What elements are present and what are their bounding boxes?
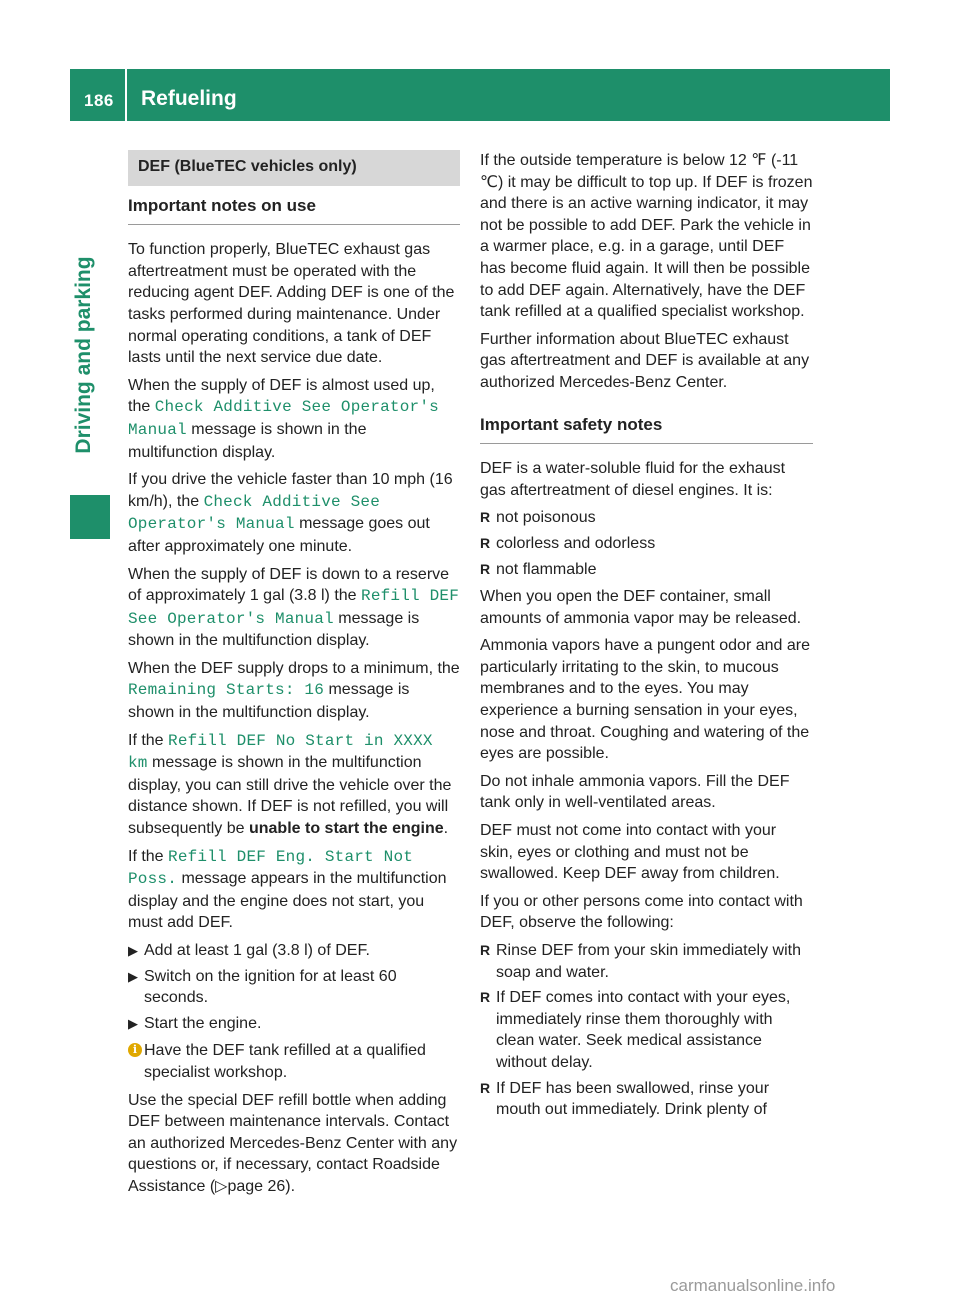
paragraph: DEF must not come into contact with your skin, eyes or clothing and must not be swallowed. Keep DEF away from children.: [480, 822, 780, 883]
paragraph: When you open the DEF container, small amounts of ammonia vapor may be released.: [480, 588, 802, 627]
paragraph: Use the special DEF refill bottle when adding DEF between maintenance intervals. Contact an authorized Mercedes-Benz Center with any questions or, if necessary, contact Roadside Assistance (▷page 26).: [128, 1091, 458, 1195]
section-thumb-tab: [70, 495, 110, 539]
side-section-label: Driving and parking: [72, 256, 95, 454]
page-ref-arrow-icon: ▷: [215, 1177, 228, 1195]
display-message: Check Additive See Operator's Manual: [128, 398, 439, 439]
step-item: ▶ Start the engine.: [128, 1013, 460, 1035]
paragraph: If you or other persons come into contact with DEF, observe the following:: [480, 892, 803, 932]
step-arrow-icon: ▶: [128, 943, 138, 958]
paragraph: If the Refill DEF No Start in XXXX km message is shown in the multifunction display, you can still drive the vehicle over the distance shown. If DEF is not refilled, you will subsequently be unable to start the engine.: [128, 731, 452, 838]
property-list: [480, 507, 813, 580]
bullet-icon: R: [480, 942, 491, 958]
list-item: R Rinse DEF from your skin immediately with soap and water.: [480, 942, 801, 981]
paragraph: When the supply of DEF is almost used up, the Check Additive See Operator's Manual message is shown in the multifunction display.: [128, 376, 439, 461]
list-item: R colorless and odorless: [480, 533, 813, 555]
header-divider: [125, 69, 127, 121]
display-message: Remaining Starts: 16: [128, 681, 325, 700]
list-item: R not poisonous: [480, 507, 813, 529]
bullet-icon: R: [480, 989, 491, 1006]
right-column: [480, 150, 813, 1127]
step-item: ▶ Switch on the ignition for at least 60 seconds.: [128, 967, 397, 1007]
step-list: [128, 940, 460, 1034]
step-item: ▶ Add at least 1 gal (3.8 l) of DEF.: [128, 940, 460, 962]
info-note: i Have the DEF tank refilled at a qualified specialist workshop.: [128, 1040, 460, 1083]
paragraph: If you drive the vehicle faster than 10 mph (16 km/h), the Check Additive See Operator's Manual message goes out after approximately one minute.: [128, 471, 453, 555]
first-aid-list: [480, 940, 813, 1121]
bullet-icon: R: [480, 560, 491, 577]
display-message: Refill DEF Eng. Start Not Poss.: [128, 847, 414, 889]
left-column: [128, 150, 460, 1204]
bullet-icon: R: [480, 534, 491, 551]
page-number: 186: [84, 91, 114, 110]
watermark: carmanualsonline.info: [670, 1276, 836, 1295]
paragraph: If the outside temperature is below 12 ℉ (-11 ℃) it may be difficult to top up. If DEF is frozen and there is an active warning indicator, it may not be possible to add DEF. Park the vehicle in a warmer place, e.g. in a garage, until DEF has become fluid again. It will then be possible to add DEF again. Alternatively, have the DEF tank refilled at a qualified specialist workshop.: [480, 152, 813, 321]
paragraph: To function properly, BlueTEC exhaust gas aftertreatment must be operated with the reducing agent DEF. Adding DEF is one of the tasks performed during maintenance. Under normal operating conditions, a tank of DEF lasts until the next service due date.: [128, 241, 455, 367]
display-message: Refill DEF No Start in XXXX km: [128, 731, 433, 773]
paragraph: Ammonia vapors have a pungent odor and are particularly irritating to the skin, to mucous membranes and to the eyes. You may experience a burning sensation in your eyes, nose and throat. Coughing and watering of the eyes are possible.: [480, 637, 810, 763]
page-reference[interactable]: page 26: [227, 1177, 286, 1195]
emphasis: unable to start the engine: [248, 820, 444, 838]
list-item: R If DEF has been swallowed, rinse your mouth out immediately. Drink plenty of: [480, 1079, 770, 1119]
bullet-icon: R: [480, 509, 491, 526]
display-message: Refill DEF See Operator's Manual: [128, 587, 460, 628]
step-arrow-icon: ▶: [128, 968, 138, 984]
subhead-safety-notes: Important safety notes: [480, 414, 813, 445]
info-icon: i: [128, 1043, 142, 1057]
subhead-notes-on-use: Important notes on use: [128, 195, 460, 226]
paragraph: Further information about BlueTEC exhaust gas aftertreatment and DEF is available at any authorized Mercedes-Benz Center.: [480, 330, 810, 391]
paragraph: Do not inhale ammonia vapors. Fill the DEF tank only in well-ventilated areas.: [480, 772, 790, 812]
paragraph: When the supply of DEF is down to a reserve of approximately 1 gal (3.8 l) the Refill DEF See Operator's Manual message is shown in the multifunction display.: [128, 565, 460, 650]
chapter-title: Refueling: [141, 87, 237, 110]
bullet-icon: R: [480, 1079, 491, 1096]
list-item: R not flammable: [480, 559, 813, 581]
paragraph: When the DEF supply drops to a minimum, the Remaining Starts: 16 message is shown in the multifunction display.: [128, 659, 460, 722]
step-arrow-icon: ▶: [128, 1015, 138, 1031]
display-message: Check Additive See Operator's Manual: [128, 492, 381, 534]
paragraph: If the Refill DEF Eng. Start Not Poss. message appears in the multifunction display and the engine does not start, you must add DEF.: [128, 847, 447, 932]
list-item: R If DEF comes into contact with your eyes, immediately rinse them thoroughly with clean water. Seek medical assistance without delay.: [480, 989, 791, 1071]
section-title: DEF (BlueTEC vehicles only): [128, 150, 460, 186]
paragraph: DEF is a water-soluble fluid for the exhaust gas aftertreatment of diesel engines. It is:: [480, 460, 786, 499]
